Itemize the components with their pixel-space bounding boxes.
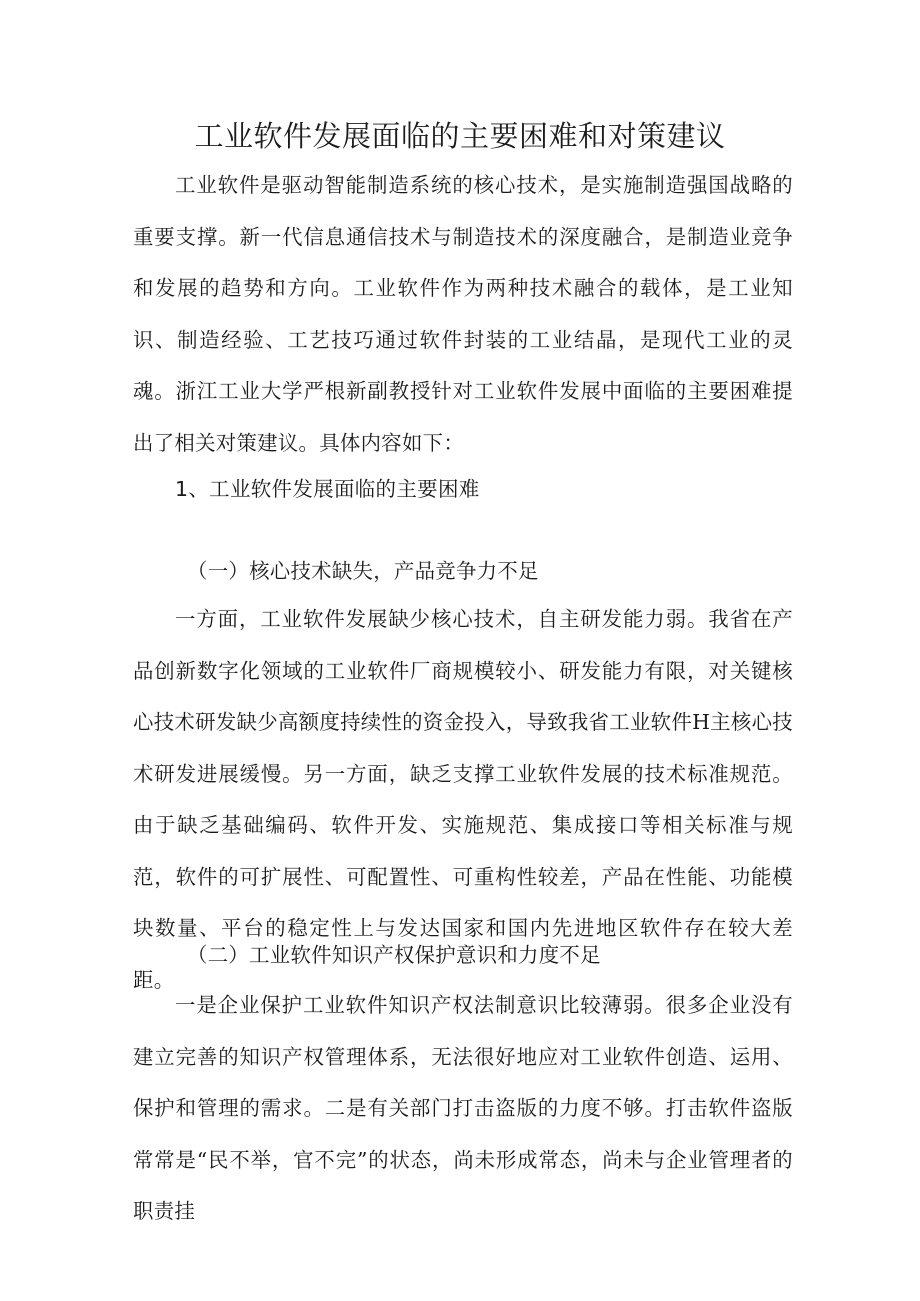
document-title: 工业软件发展面临的主要困难和对策建议 bbox=[194, 119, 726, 153]
core-technology-paragraph: 一方面，工业软件发展缺少核心技术，自主研发能力弱。我省在产品创新数字化领域的工业软件厂商规模较小、研发能力有限，对关键核心技术研发缺少高额度持续性的资金投入，导致我省工业软件H主核心技术研发进展缓慢。另一方面，缺乏支撑工业软件发展的技术标准规范。由于缺乏基础编码、软件开发、实施规范、集成接口等相关标准与规范，软件的可扩展性、可配置性、可重构性较差，产品在性能、功能模块数量、平台的稳定性上与发达国家和国内先进地区软件存在较大差距。 bbox=[133, 607, 793, 992]
subsection-heading-ip-protection: （二）工业软件知识产权保护意识和力度不足 bbox=[187, 943, 601, 967]
subsection-heading-core-technology: （一）核心技术缺失，产品竞争力不足 bbox=[187, 559, 539, 583]
section-heading-difficulties: 1、工业软件发展面临的主要困难 bbox=[175, 477, 480, 501]
ip-protection-paragraph: 一是企业保护工业软件知识产权法制意识比较薄弱。很多企业没有建立完善的知识产权管理体系，无法很好地应对工业软件创造、运用、保护和管理的需求。二是有关部门打击盗版的力度不够。打击软件盗版常常是“民不举，官不完”的状态，尚未形成常态，尚未与企业管理者的职责挂 bbox=[133, 993, 793, 1223]
intro-paragraph: 工业软件是驱动智能制造系统的核心技术，是实施制造强国战略的重要支撑。新一代信息通信技术与制造技术的深度融合，是制造业竞争和发展的趋势和方向。工业软件作为两种技术融合的载体，是工业知识、制造经验、工艺技巧通过软件封装的工业结晶，是现代工业的灵魂。浙江工业大学严根新副教授针对工业软件发展中面临的主要困难提出了相关对策建议。具体内容如下： bbox=[133, 173, 793, 455]
